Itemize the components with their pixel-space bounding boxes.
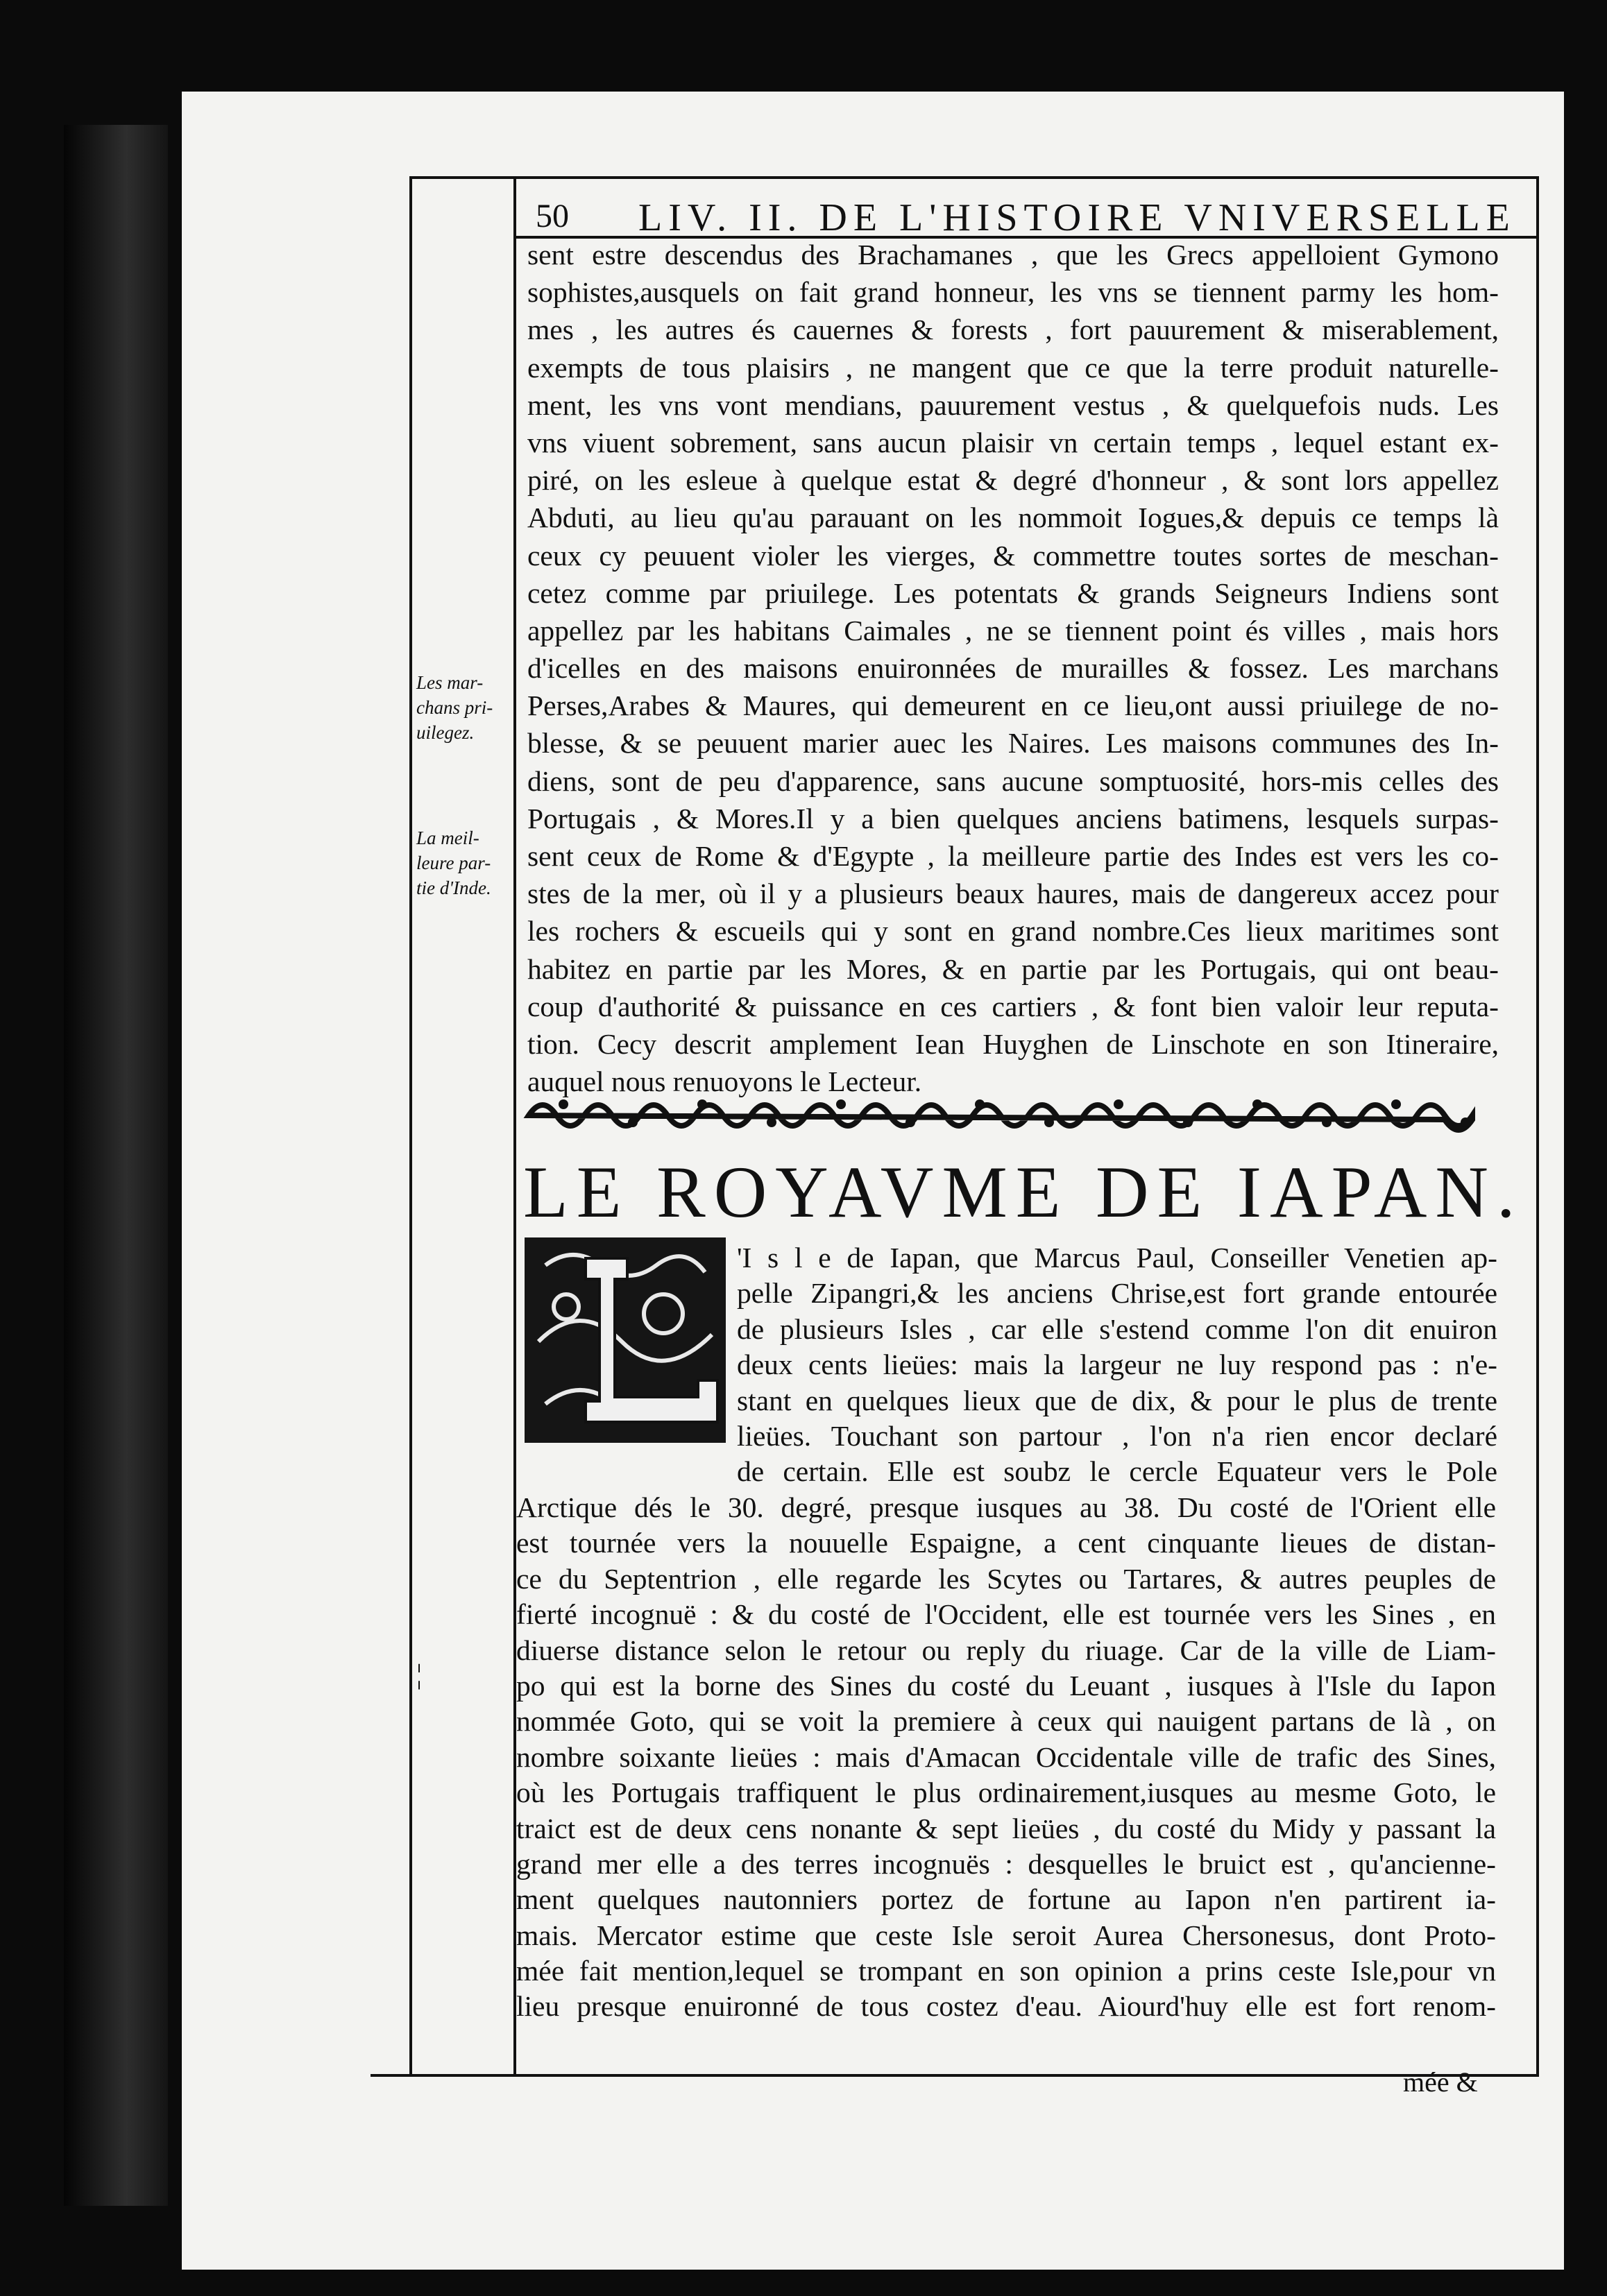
margin-note-line: leure par-	[416, 853, 491, 873]
text-line: Abduti, au lieu qu'au parauant on les nommoit Iogues,& depuis ce temps là	[527, 502, 1499, 534]
text-line: Portugais , & Mores.Il y a bien quelques anciens batimens, lesquels surpas-	[527, 802, 1499, 834]
chapter-opening-indented-text	[737, 1240, 1497, 1490]
decorative-ornament-band	[522, 1088, 1500, 1139]
text-line: fierté incognuë : & du costé de l'Occident, elle est tournée vers les Sines , en	[516, 1598, 1496, 1631]
text-line: diuerse distance selon le retour ou reply du riuage. Car de la ville de Liam-	[516, 1634, 1496, 1666]
text-line: piré, on les esleue à quelque estat & degré d'honneur , & sont lors appellez	[527, 464, 1499, 497]
catchword: mée &	[1403, 2066, 1478, 2098]
margin-note-line: Les mar-	[416, 672, 484, 693]
text-line: habitez en partie par les Mores, & en partie par les Portugais, qui ont beau-	[527, 952, 1499, 985]
text-line: ceux cy peuuent violer les vierges, & commettre toutes sortes de meschan-	[527, 539, 1499, 572]
margin-note-marchans	[416, 670, 493, 745]
text-line: ce du Septentrion , elle regarde les Scytes ou Tartares, & autres peuples de	[516, 1562, 1496, 1595]
text-line: sent ceux de Rome & d'Egypte , la meilleure partie des Indes est vers les co-	[527, 840, 1499, 872]
text-line: ment, les vns vont mendians, pauurement vestus , & quelquefois nuds. Les	[527, 388, 1499, 421]
text-line: grand mer elle a des terres incognuës : desquelles le bruict est , qu'ancienne-	[516, 1847, 1496, 1880]
book-spine	[64, 125, 168, 2206]
text-line: deux cents lieües: mais la largeur ne luy respond pas : n'e-	[737, 1348, 1497, 1381]
decorated-initial-L	[525, 1237, 726, 1443]
margin-note-line: chans pri-	[416, 697, 493, 718]
text-line: mée fait mention,lequel se trompant en son opinion a prins ceste Isle,pour vn	[516, 1955, 1496, 1987]
running-title: LIV. II. DE L'HISTOIRE VNIVERSELLE	[638, 196, 1516, 239]
text-line: auquel nous renuoyons le Lecteur.	[527, 1065, 922, 1098]
text-line: coup d'authorité & puissance en ces cartiers , & font bien valoir leur reputa-	[527, 990, 1499, 1022]
text-line: tion. Cecy descrit amplement Iean Huyghen de Linschote en son Itineraire,	[527, 1027, 1499, 1060]
text-line: pelle Zipangri,& les anciens Chrise,est fort grande entourée	[737, 1277, 1497, 1310]
margin-note-meilleure-partie	[416, 825, 491, 900]
text-line: de certain. Elle est soubz le cercle Equateur vers le Pole	[737, 1455, 1497, 1488]
footer-rule	[371, 2074, 1539, 2077]
margin-note-line: La meil-	[416, 828, 479, 848]
section-one-text	[527, 236, 1499, 1100]
text-line: est tournée vers la nouuelle Espaigne, a cent cinquante lieues de distan-	[516, 1527, 1496, 1559]
text-line: cetez comme par priuilege. Les potentats & grands Seigneurs Indiens sont	[527, 576, 1499, 609]
text-line: lieu presque enuironné de tous costez d'eau. Aiourd'huy elle est fort renom-	[516, 1990, 1496, 2023]
chapter-body-text	[516, 1490, 1496, 2025]
margin-note-line: uilegez.	[416, 722, 475, 743]
text-rule-right	[1536, 176, 1539, 2077]
text-line: mes , les autres és cauernes & forests , fort pauurement & miserablement,	[527, 314, 1499, 346]
text-line: sophistes,ausquels on fait grand honneur, les vns se tiennent parmy les hom-	[527, 276, 1499, 309]
text-line: nommée Goto, qui se voit la premiere à ceux qui nauigent partans de là , on	[516, 1705, 1496, 1738]
page-number: 50	[536, 198, 569, 234]
text-line: de plusieurs Isles , car elle s'estend comme l'on dit enuiron	[737, 1312, 1497, 1345]
header-rule-top	[409, 176, 1539, 179]
text-line: Perses,Arabes & Maures, qui demeurent en ce lieu,ont aussi priuilege de no-	[527, 689, 1499, 722]
text-line: stes de la mer, où il y a plusieurs beaux haures, mais de dangereux accez pour	[527, 877, 1499, 910]
text-line: stant en quelques lieux que de dix, & pour le plus de trente	[737, 1384, 1497, 1416]
text-line: diens, sont de peu d'apparence, sans aucune somptuosité, hors-mis celles des	[527, 764, 1499, 797]
margin-rule-outer	[409, 176, 412, 2077]
text-line: blesse, & se peuuent marier auec les Naires. Les maisons communes des In-	[527, 727, 1499, 760]
text-line: lieües. Touchant son partour , l'on n'a rien encor declaré	[737, 1419, 1497, 1452]
text-line: po qui est la borne des Sines du costé du Leuant , iusques à l'Isle du Iapon	[516, 1669, 1496, 1702]
text-line: ment quelques nautonniers portez de fortune au Iapon n'en partirent ia-	[516, 1883, 1496, 1916]
text-line: 'I s l e de Iapan, que Marcus Paul, Conseiller Venetien ap-	[737, 1242, 1497, 1274]
margin-note-line: tie d'Inde.	[416, 877, 491, 898]
text-line: où les Portugais traffiquent le plus ordinairement,iusques au mesme Goto, le	[516, 1776, 1496, 1809]
text-line: les rochers & escueils qui y sont en grand nombre.Ces lieux maritimes sont	[527, 915, 1499, 948]
text-line: traict est de deux cens nonante & sept lieües , du costé du Midy y passant la	[516, 1812, 1496, 1844]
text-line: d'icelles en des maisons enuironnées de murailles & fossez. Les marchans	[527, 652, 1499, 685]
text-line: mais. Mercator estime que ceste Isle seroit Aurea Chersonesus, dont Proto-	[516, 1919, 1496, 1951]
margin-mark: ¦	[416, 1659, 423, 1690]
text-line: vns viuent sobrement, sans aucun plaisir vn certain temps , lequel estant ex-	[527, 426, 1499, 459]
text-line: nombre soixante lieües : mais d'Amacan Occidentale ville de trafic des Sines,	[516, 1740, 1496, 1773]
text-line: exempts de tous plaisirs , ne mangent que ce que la terre produit naturelle-	[527, 351, 1499, 384]
text-line: appellez par les habitans Caimales , ne se tiennent point és villes , mais hors	[527, 614, 1499, 646]
text-line: sent estre descendus des Brachamanes , que les Grecs appelloient Gymono	[527, 239, 1499, 271]
chapter-title: LE ROYAVME DE IAPAN.	[523, 1151, 1524, 1233]
text-line: Arctique dés le 30. degré, presque iusques au 38. Du costé de l'Orient elle	[516, 1491, 1496, 1523]
